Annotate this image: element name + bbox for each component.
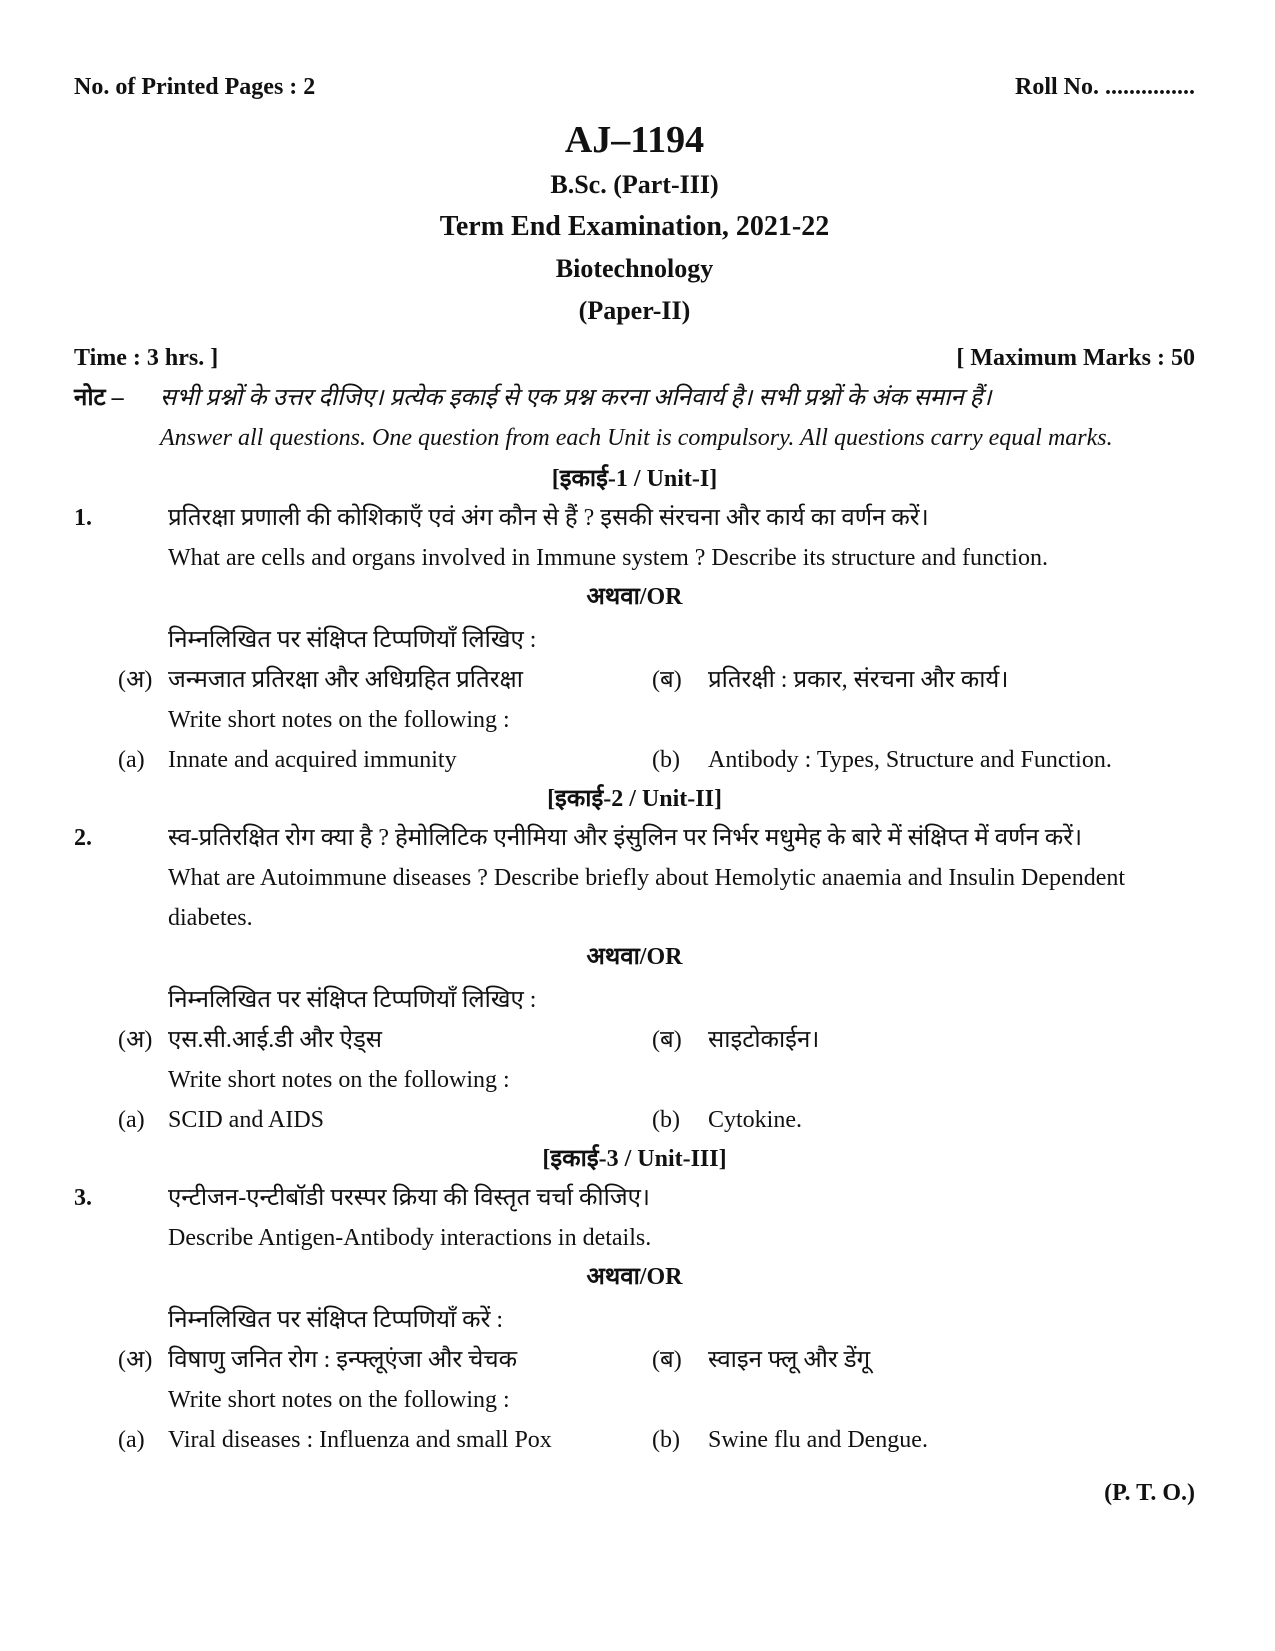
question-hindi: एन्टीजन-एन्टीबॉडी परस्पर क्रिया की विस्तृत चर्चा कीजिए।: [168, 1185, 650, 1211]
question: [74, 818, 1195, 938]
option-row-hindi: [74, 660, 1195, 700]
option-label: (ब): [652, 1027, 682, 1053]
option-label: (b): [652, 1427, 680, 1453]
option-label: (a): [118, 747, 145, 773]
alternative-english: Write short notes on the following :: [168, 1387, 510, 1413]
header-line: [74, 74, 1195, 114]
option-label: (ब): [652, 667, 682, 693]
option-text: जन्मजात प्रतिरक्षा और अधिग्रहित प्रतिरक्षा: [168, 667, 523, 693]
option-text: Cytokine.: [708, 1107, 802, 1133]
question-english: Describe Antigen-Antibody interactions in details.: [168, 1225, 652, 1251]
paper-title: (Paper-II): [578, 296, 691, 325]
question-hindi: स्व-प्रतिरक्षित रोग क्या है ? हेमोलिटिक एनीमिया और इंसुलिन पर निर्भर मधुमेह के बारे में संक्षिप्त में वर्णन करें।: [168, 825, 1083, 851]
option-row-english: [74, 740, 1195, 780]
course-title: B.Sc. (Part-III): [550, 170, 719, 199]
printed-pages-label: No. of Printed Pages : 2: [74, 74, 316, 100]
option-text: SCID and AIDS: [168, 1107, 325, 1133]
note-label: नोट –: [74, 385, 124, 411]
exam-title: Term End Examination, 2021-22: [439, 211, 830, 242]
question: [74, 1178, 1195, 1258]
alternative-english: Write short notes on the following :: [168, 707, 510, 733]
alternative-hindi: निम्नलिखित पर संक्षिप्त टिप्पणियाँ लिखिए :: [168, 627, 537, 653]
time-marks-line: [74, 338, 1195, 378]
question-number: 1.: [74, 505, 92, 531]
question-number: 3.: [74, 1185, 92, 1211]
option-text: Innate and acquired immunity: [168, 747, 457, 773]
option-label: (अ): [118, 1347, 153, 1373]
roll-no-label: Roll No. ...............: [1015, 74, 1195, 100]
subject-title: Biotechnology: [555, 254, 714, 283]
option-text: विषाणु जनित रोग : इन्फ्लूएंजा और चेचक: [168, 1347, 518, 1373]
option-label: (अ): [118, 1027, 153, 1053]
option-text: स्वाइन फ्लू और डेंगू: [708, 1347, 871, 1373]
option-label: (अ): [118, 667, 153, 693]
option-text: Antibody : Types, Structure and Function.: [708, 747, 1112, 773]
question-hindi: प्रतिरक्षा प्रणाली की कोशिकाएँ एवं अंग कौन से हैं ? इसकी संरचना और कार्य का वर्णन करें।: [168, 505, 929, 531]
option-row-english: [74, 1100, 1195, 1140]
instructions-note: [74, 378, 1195, 458]
unit-heading: [इकाई-1 / Unit-I]: [551, 466, 718, 492]
question: [74, 498, 1195, 578]
option-text: साइटोकाईन।: [708, 1027, 820, 1053]
or-divider: अथवा/OR: [586, 584, 683, 610]
option-label: (b): [652, 1107, 680, 1133]
pto-label: (P. T. O.): [1104, 1480, 1195, 1506]
question-english: What are Autoimmune diseases ? Describe briefly about Hemolytic anaemia and Insulin Dependent diabetes.: [168, 865, 1126, 931]
note-hindi: सभी प्रश्नों के उत्तर दीजिए। प्रत्येक इकाई से एक प्रश्न करना अनिवार्य है। सभी प्रश्नों के अंक समान हैं।: [160, 385, 992, 411]
note-body: [160, 378, 1195, 458]
max-marks-label: [ Maximum Marks : 50: [956, 344, 1195, 371]
alternative-english: Write short notes on the following :: [168, 1067, 510, 1093]
option-row-hindi: [74, 1020, 1195, 1060]
or-divider: अथवा/OR: [586, 944, 683, 970]
option-label: (ब): [652, 1347, 682, 1373]
note-english: Answer all questions. One question from each Unit is compulsory. All questions carry equal marks.: [160, 425, 1113, 451]
question-number: 2.: [74, 825, 92, 851]
paper-code: AJ–1194: [564, 119, 705, 161]
or-divider: अथवा/OR: [586, 1264, 683, 1290]
option-label: (a): [118, 1107, 145, 1133]
option-row-english: [74, 1420, 1195, 1460]
option-text: Viral diseases : Influenza and small Pox: [168, 1427, 552, 1453]
option-label: (b): [652, 747, 680, 773]
option-text: Swine flu and Dengue.: [708, 1427, 928, 1453]
alternative-hindi: निम्नलिखित पर संक्षिप्त टिप्पणियाँ लिखिए :: [168, 987, 537, 1013]
option-label: (a): [118, 1427, 145, 1453]
option-row-hindi: [74, 1340, 1195, 1380]
unit-heading: [इकाई-3 / Unit-III]: [542, 1146, 727, 1172]
option-text: प्रतिरक्षी : प्रकार, संरचना और कार्य।: [708, 667, 1009, 693]
question-english: What are cells and organs involved in Immune system ? Describe its structure and function.: [168, 545, 1048, 571]
alternative-hindi: निम्नलिखित पर संक्षिप्त टिप्पणियाँ करें :: [168, 1307, 504, 1333]
time-label: Time : 3 hrs. ]: [74, 344, 219, 371]
option-text: एस.सी.आई.डी और ऐड्स: [168, 1027, 383, 1053]
unit-heading: [इकाई-2 / Unit-II]: [547, 786, 722, 812]
